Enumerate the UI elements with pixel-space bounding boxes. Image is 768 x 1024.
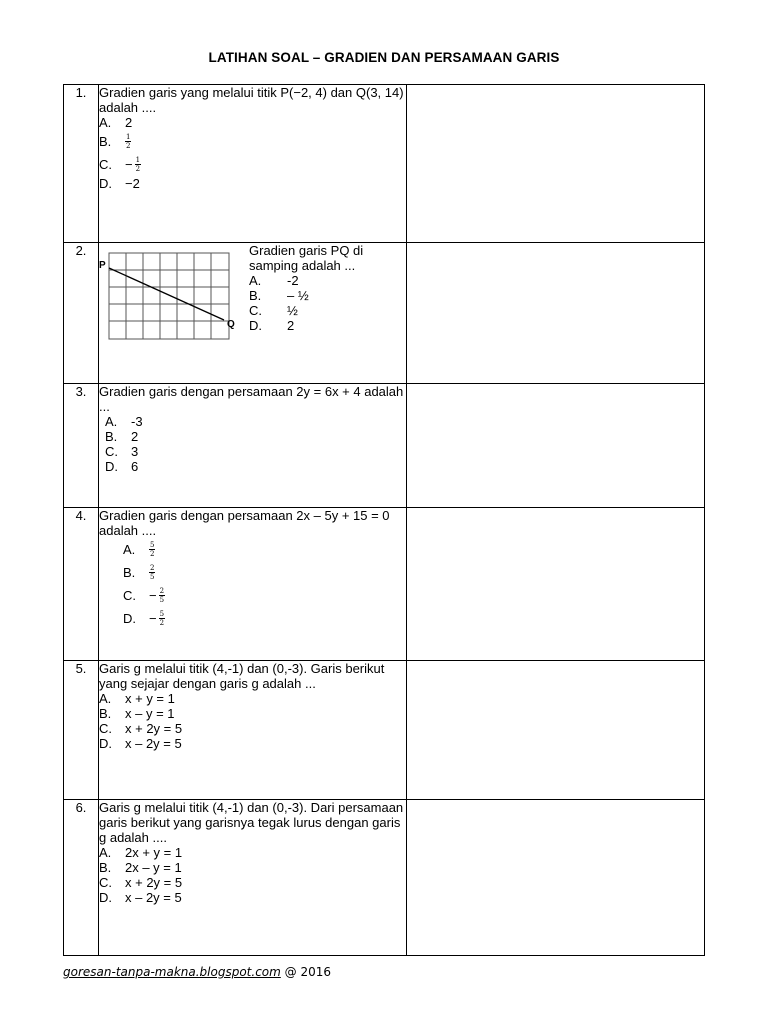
option-d: D. x – 2y = 5 bbox=[99, 736, 182, 751]
option-a: A. 2 bbox=[99, 115, 133, 130]
question-number: 2. bbox=[64, 243, 99, 384]
option-d: D. − $\frac{5}{2}$ bbox=[123, 610, 165, 627]
option-a: A. 2x + y = 1 bbox=[99, 845, 183, 860]
question-number: 3. bbox=[64, 384, 99, 508]
question-number: 6. bbox=[64, 800, 99, 956]
grid-figure bbox=[99, 243, 239, 343]
question-number: 5. bbox=[64, 661, 99, 800]
blog-link[interactable]: goresan-tanpa-makna.blogspot.com bbox=[63, 965, 281, 979]
option-c: C. ½ bbox=[249, 303, 298, 318]
answer-cell bbox=[407, 384, 705, 508]
option-d: D. −2 bbox=[99, 176, 140, 191]
question-text: Gradien garis PQ di samping adalah ... bbox=[249, 243, 364, 273]
question-cell bbox=[99, 243, 407, 384]
option-c: C. x + 2y = 5 bbox=[99, 721, 183, 736]
question-cell bbox=[99, 800, 407, 956]
question-text: Garis g melalui titik (4,-1) dan (0,-3). Garis berikut yang sejajar dengan garis g adalah ... bbox=[99, 661, 385, 691]
question-row-6 bbox=[64, 800, 705, 956]
option-a: A. -2 bbox=[249, 273, 299, 288]
question-cell bbox=[99, 85, 407, 243]
option-d: D. x – 2y = 5 bbox=[99, 890, 182, 905]
option-c: C. − $\frac{1}{2}$ bbox=[99, 155, 141, 173]
question-text: Gradien garis yang melalui titik P(−2, 4) dan Q(3, 14) adalah .... bbox=[99, 85, 404, 115]
footer-year: @ 2016 bbox=[284, 965, 332, 979]
question-text: Gradien garis dengan persamaan 2y = 6x + 4 adalah ... bbox=[99, 384, 404, 414]
question-row-1 bbox=[64, 85, 705, 243]
answer-cell bbox=[407, 661, 705, 800]
option-c: C. x + 2y = 5 bbox=[99, 875, 183, 890]
option-a: A. x + y = 1 bbox=[99, 691, 175, 706]
page-title: LATIHAN SOAL – GRADIEN DAN PERSAMAAN GARIS bbox=[208, 50, 560, 65]
answer-cell bbox=[407, 800, 705, 956]
option-b: B. – ½ bbox=[249, 288, 309, 303]
fraction: $\frac{1}{2}$ bbox=[126, 132, 131, 150]
option-b: B. $\frac{1}{2}$ bbox=[99, 132, 131, 150]
option-b: B. 2 bbox=[105, 429, 139, 444]
answer-cell bbox=[407, 85, 705, 243]
footer bbox=[63, 965, 331, 979]
option-a: A. $\frac{5}{2}$ bbox=[123, 541, 155, 558]
option-c: C. − $\frac{2}{5}$ bbox=[123, 587, 165, 604]
option-d: D. 6 bbox=[105, 459, 139, 474]
option-b: B. x – y = 1 bbox=[99, 706, 175, 721]
question-number: 1. bbox=[64, 85, 99, 243]
fraction: $\frac{1}{2}$ bbox=[135, 155, 141, 173]
question-table bbox=[63, 84, 705, 956]
question-row-4 bbox=[64, 508, 705, 661]
option-b: B. $\frac{2}{5}$ bbox=[123, 564, 155, 581]
question-row-3 bbox=[64, 384, 705, 508]
point-q-label: Q bbox=[227, 319, 235, 330]
question-row-2 bbox=[64, 243, 705, 384]
answer-cell bbox=[407, 508, 705, 661]
option-d: D. 2 bbox=[249, 318, 295, 333]
question-cell bbox=[99, 661, 407, 800]
question-number: 4. bbox=[64, 508, 99, 661]
question-cell bbox=[99, 508, 407, 661]
question-cell bbox=[99, 384, 407, 508]
option-c: C. 3 bbox=[105, 444, 139, 459]
question-text: Garis g melalui titik (4,-1) dan (0,-3). Dari persamaan garis berikut yang garisnya tegak lurus dengan garis g adalah .... bbox=[99, 800, 404, 845]
answer-cell bbox=[407, 243, 705, 384]
question-text: Gradien garis dengan persamaan 2x – 5y + 15 = 0 adalah .... bbox=[99, 508, 390, 538]
option-b: B. 2x – y = 1 bbox=[99, 860, 182, 875]
option-a: A. -3 bbox=[105, 414, 143, 429]
question-row-5 bbox=[64, 661, 705, 800]
point-p-label: P bbox=[99, 260, 106, 271]
